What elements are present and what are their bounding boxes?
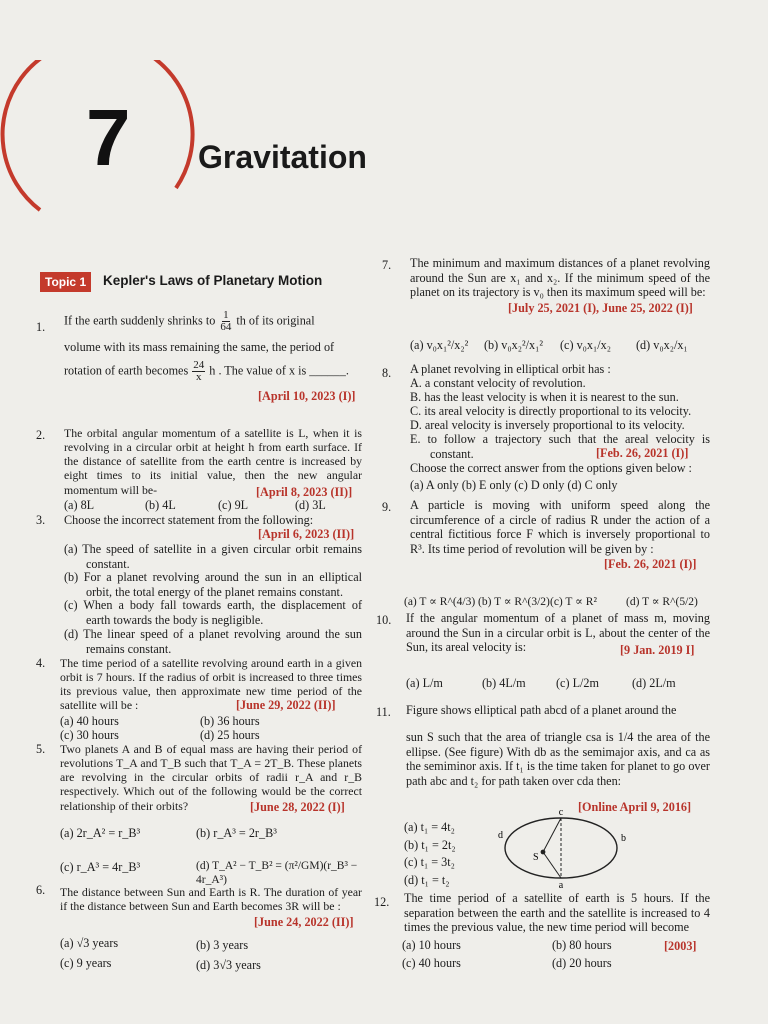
q5-option-d: (d) T_A² − T_B² = (π²/GM)(r_B³ − 4r_A³): [196, 860, 358, 886]
sun-dot: [541, 850, 546, 855]
q9-ref: [Feb. 26, 2021 (I)]: [604, 557, 697, 571]
q6-option-c: (c) 9 years: [60, 956, 112, 970]
label-b: b: [621, 833, 626, 844]
q9-text: A particle is moving with uniform speed along the circumference of a circle of radius R under the action of a central fictitious force F which is inversely proportional to R³. Its time period of revolution will be given by :: [410, 498, 710, 556]
q10-text: If the angular momentum of a planet of mass m, moving around the Sun in a circular orbit is L, about the center of the Sun, its areal velocity is:: [406, 611, 710, 655]
label-d: d: [498, 830, 503, 841]
q3-option-d: (d) The linear speed of a planet revolving around the sun remains constant.: [64, 627, 362, 656]
q12-number: 12.: [374, 895, 390, 909]
q3-option-b: (b) For a planet revolving around the sun in an elliptical orbit, the total energy of the planet remains constant.: [64, 570, 362, 599]
q1-ref: [April 10, 2023 (I)]: [258, 389, 356, 403]
q6-number: 6.: [36, 883, 46, 897]
q4-option-c: (c) 30 hours: [60, 728, 119, 742]
q7-number: 7.: [382, 258, 392, 272]
q2-option-a: (a) 8L: [64, 498, 95, 512]
q9-option-d: (d) T ∝ R^(5/2): [626, 596, 698, 608]
q10-number: 10.: [376, 613, 392, 627]
q7-option-a: (a) v₀x₁²/x₂²: [410, 338, 469, 352]
q1-text-a: If the earth suddenly shrinks to: [64, 313, 216, 328]
q4-option-a: (a) 40 hours: [60, 714, 119, 728]
q5-option-a: (a) 2r_A² = r_B³: [60, 826, 141, 840]
q12-option-c: (c) 40 hours: [402, 956, 461, 970]
q7-option-b: (b) v₀x₂²/x₁²: [484, 338, 543, 352]
label-a: a: [558, 880, 564, 890]
q10-option-a: (a) L/m: [406, 676, 443, 690]
q5-option-b: (b) r_A³ = 2r_B³: [196, 826, 277, 840]
q6-option-b: (b) 3 years: [196, 938, 249, 952]
q3-text: Choose the incorrect statement from the following:: [64, 513, 314, 527]
q6-ref: [June 24, 2022 (II)]: [254, 915, 354, 929]
q8-ref: [Feb. 26, 2021 (I)]: [596, 446, 689, 460]
label-s: S: [533, 852, 539, 863]
q6-option-a: (a) √3 years: [60, 936, 119, 950]
q1-fraction-2: $\frac{24}{x}$: [193, 359, 205, 383]
q3-option-a: (a) The speed of satellite in a given circular orbit remains constant.: [64, 542, 362, 571]
q6-text: The distance between Sun and Earth is R. The duration of year if the distance between Sun and Earth becomes 3R will be :: [60, 885, 362, 914]
line-sa: [543, 852, 561, 878]
q8-text: A planet revolving in elliptical orbit has :: [410, 362, 611, 376]
q12-ref: [2003]: [664, 939, 697, 953]
q2-text: The orbital angular momentum of a satellite is L, when it is revolving in a circular orbit at height h from earth surface. If the distance of satellite from the earth centre is increased by eight times to its initial value, then the new angular momentum will be-: [64, 426, 362, 497]
q11-text-2: sun S such that the area of triangle csa is 1/4 the area of the ellipse. (See figure) With db as the semimajor axis, and ca as the semiminor axis. If t₁ is the time taken for planet to go over path abc and t₂ for path taken over cda then:: [406, 730, 710, 788]
chapter-number: 7: [86, 93, 131, 182]
q11-option-a: (a) t₁ = 4t₂: [404, 820, 455, 834]
q8-number: 8.: [382, 366, 392, 380]
q1-text-b: th of its original: [236, 313, 315, 328]
q1-line3: rotation of earth becomes $\frac{24}{x}$ h . The value of x is ______.: [64, 359, 349, 383]
q9-number: 9.: [382, 500, 392, 514]
q4-number: 4.: [36, 656, 46, 670]
q2-ref: [April 8, 2023 (II)]: [256, 485, 353, 499]
q5-ref: [June 28, 2022 (I)]: [250, 800, 345, 814]
q3-option-c: (c) When a body fall towards earth, the displacement of earth towards the body is negligible.: [64, 598, 362, 627]
q11-number: 11.: [376, 705, 391, 719]
q6-option-d: (d) 3√3 years: [196, 958, 261, 972]
chapter-title: Gravitation: [198, 139, 367, 175]
q8-item-a: A. a constant velocity of revolution.: [410, 376, 586, 390]
q5-number: 5.: [36, 742, 46, 756]
topic-title: Kepler's Laws of Planetary Motion: [103, 273, 323, 288]
q11-option-d: (d) t₁ = t₂: [404, 873, 450, 887]
q8-item-b: B. has the least velocity is when it is nearest to the sun.: [410, 390, 679, 404]
q5-option-c: (c) r_A³ = 4r_B³: [60, 860, 141, 874]
q11-text-1: Figure shows elliptical path abcd of a planet around the: [406, 703, 677, 717]
q9-option-c: (c) T ∝ R²: [550, 596, 597, 608]
q7-text: The minimum and maximum distances of a planet revolving around the Sun are x₁ and x₂. If the minimum speed of the planet on its trajectory is v₀ then its maximum speed will be:: [410, 256, 710, 300]
q1-number: 1.: [36, 320, 46, 334]
q7-option-d: (d) v₀x₂/x₁: [636, 338, 688, 352]
q2-option-d: (d) 3L: [295, 498, 326, 512]
q10-ref: [9 Jan. 2019 I]: [620, 643, 695, 657]
q2-option-b: (b) 4L: [145, 498, 176, 512]
q4-ref: [June 29, 2022 (II)]: [236, 698, 336, 712]
q10-option-b: (b) 4L/m: [482, 676, 526, 690]
q3-ref: [April 6, 2023 (II)]: [258, 527, 355, 541]
q8-item-e: E. to follow a trajectory such that the areal velocity is constant.: [410, 432, 710, 461]
q2-number: 2.: [36, 428, 46, 442]
q10-option-d: (d) 2L/m: [632, 676, 676, 690]
q11-option-b: (b) t₁ = 2t₂: [404, 838, 456, 852]
q12-text: The time period of a satellite of earth is 5 hours. If the separation between the earth and the satellite is increased to 4 times the previous value, the new time period will become: [404, 891, 710, 935]
q4-text: The time period of a satellite revolving around earth in a given orbit is 7 hours. If the radius of orbit is increased to three times its previous value, then approximate new time period of the satellite will be :: [60, 656, 362, 713]
q8-options: (a) A only (b) E only (c) D only (d) C only: [410, 478, 618, 492]
q1-line2: volume with its mass remaining the same, the period of: [64, 340, 335, 354]
q4-option-d: (d) 25 hours: [200, 728, 260, 742]
q11-ellipse-figure: [495, 808, 635, 890]
q9-option-a: (a) T ∝ R^(4/3): [404, 596, 476, 608]
q2-option-c: (c) 9L: [218, 498, 249, 512]
q8-choose: Choose the correct answer from the options given below :: [410, 461, 692, 475]
q1-line1: [64, 310, 364, 333]
q3-number: 3.: [36, 513, 46, 527]
q10-option-c: (c) L/2m: [556, 676, 599, 690]
q12-option-b: (b) 80 hours: [552, 938, 612, 952]
q12-option-d: (d) 20 hours: [552, 956, 612, 970]
q7-ref: [July 25, 2021 (I), June 25, 2022 (I)]: [508, 301, 693, 315]
q4-option-b: (b) 36 hours: [200, 714, 260, 728]
q8-item-d: D. areal velocity is inversely proportional to its velocity.: [410, 418, 685, 432]
q8-item-c: C. its areal velocity is directly proportional to its velocity.: [410, 404, 692, 418]
q9-option-b: (b) T ∝ R^(3/2): [478, 596, 550, 608]
q5-text: Two planets A and B of equal mass are having their period of revolutions T_A and T_B such that T_A = 2T_B. These planets are revolving in the circular orbits of radii r_A and r_B respectively. Which out of the following would be the correct relationship of their orbits?: [60, 742, 362, 813]
label-c: c: [558, 808, 564, 818]
q12-option-a: (a) 10 hours: [402, 938, 461, 952]
q1-fraction: $\frac{1}{64}$: [220, 309, 232, 333]
line-cs: [543, 818, 561, 852]
q7-option-c: (c) v₀x₁/x₂: [560, 338, 611, 352]
topic-badge: Topic 1: [40, 272, 91, 292]
q11-ref: [Online April 9, 2016]: [578, 800, 692, 814]
q11-option-c: (c) t₁ = 3t₂: [404, 855, 455, 869]
